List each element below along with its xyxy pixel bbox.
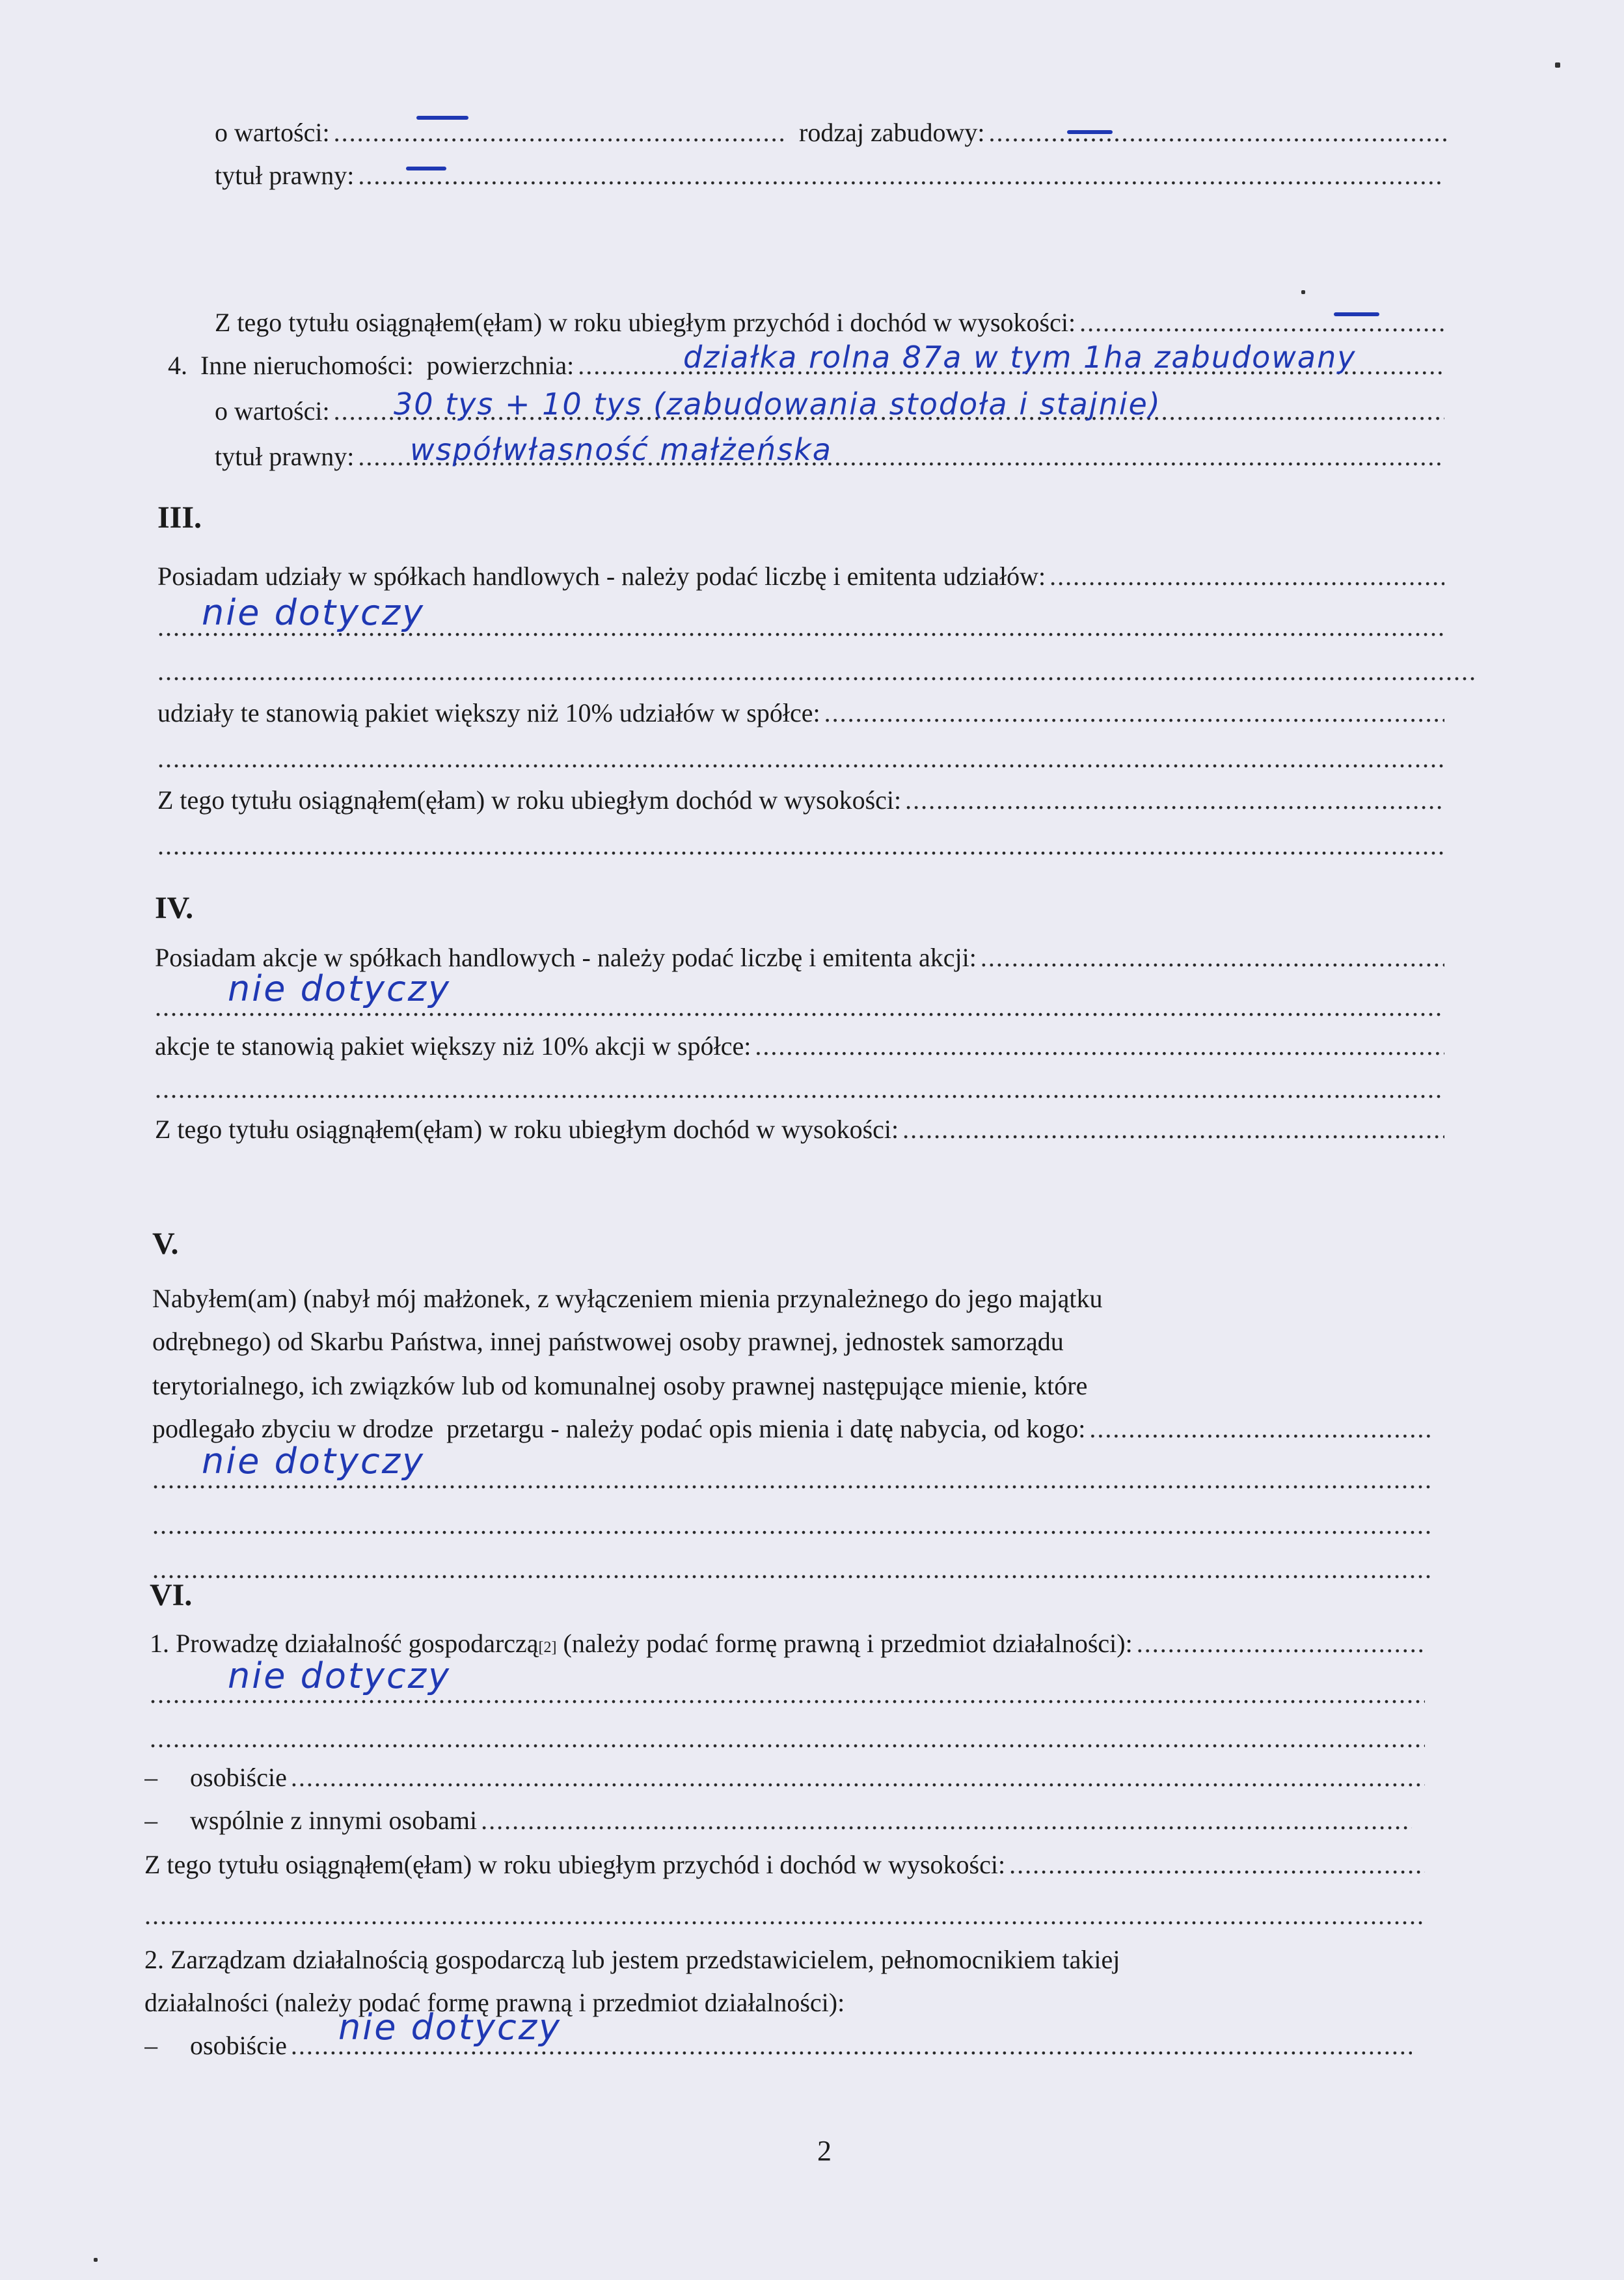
stocks-package-dots (155, 1076, 1444, 1102)
legal-title-label: tytuł prawny: (215, 161, 355, 190)
legal-title-handwritten-dash (406, 167, 446, 170)
shares-package-dots (157, 746, 1444, 772)
section-v-heading: V. (152, 1227, 179, 1261)
section-iv-heading: IV. (155, 891, 194, 925)
shares-dots-2 (157, 658, 1478, 685)
business-line: 1. Prowadzę działalność gospodarczą [2] (należy podać formę prawną i przedmiot działalności): ..... (150, 1627, 1425, 1661)
business-dots-2 (150, 1726, 1425, 1752)
scan-speck (1301, 290, 1305, 294)
management-personal-label: osobiście (190, 2031, 287, 2060)
shares-line (157, 560, 1444, 593)
scan-speck (1555, 62, 1560, 68)
management-personal-line (144, 2029, 1412, 2063)
management-text-1: 2. Zarządzam działalnością gospodarczą lub jestem przedstawicielem, pełnomocnikiem takiej (144, 1945, 1120, 1974)
scan-speck (94, 2258, 98, 2262)
stocks-handwriting: nie dotyczy (228, 968, 452, 1009)
business-personal-label: osobiście (190, 1763, 287, 1792)
stocks-package-line (155, 1029, 1444, 1063)
acquisition-dots-3 (152, 1556, 1431, 1582)
acquisition-text-4: podlegało zbyciu w drodze przetargu - należy podać opis mienia i datę nabycia, od kogo: (152, 1414, 1086, 1443)
shares-income-dots (157, 833, 1444, 859)
build-type-handwritten-dash (1067, 130, 1113, 134)
shares-income-label: Z tego tytułu osiągnąłem(ęłam) w roku ubiegłym dochód w wysokości: (157, 785, 902, 815)
business-joint-line (144, 1804, 1412, 1838)
other-value-label: o wartości: (215, 396, 330, 426)
stocks-package-label: akcje te stanowią pakiet większy niż 10% akcji w spółce: (155, 1031, 751, 1061)
shares-label: Posiadam udziały w spółkach handlowych - należy podać liczbę i emitenta udziałów: (157, 562, 1046, 591)
management-handwriting: nie dotyczy (338, 2007, 562, 2048)
acquisition-handwriting: nie dotyczy (202, 1441, 426, 1482)
business-income-dots (144, 1903, 1425, 1929)
business-income-line (144, 1848, 1425, 1882)
business-label: 1. Prowadzę działalność gospodarczą (150, 1629, 539, 1658)
acquisition-text-1: Nabyłem(am) (nabył mój małżonek, z wyłączeniem mienia przynależnego do jego majątku (152, 1284, 1103, 1313)
build-type-line (799, 116, 1450, 150)
section-vi-heading: VI. (150, 1578, 193, 1612)
other-title-label: tytuł prawny: (215, 442, 355, 471)
value-label: o wartości: (215, 118, 330, 147)
legal-title-line (215, 159, 1444, 193)
income-line (215, 306, 1444, 340)
shares-package-line (157, 696, 1444, 730)
dash: – (144, 2031, 157, 2060)
management-text-2: działalności (należy podać formę prawną i przedmiot działalności): (144, 1988, 845, 2017)
dash: – (144, 1763, 157, 1792)
stocks-income-label: Z tego tytułu osiągnąłem(ęłam) w roku ubiegłym dochód w wysokości: (155, 1115, 899, 1144)
stocks-income-line (155, 1113, 1444, 1147)
title-handwriting: współwłasność małżeńska (410, 432, 832, 467)
page-number: 2 (817, 2135, 832, 2167)
stocks-label: Posiadam akcje w spółkach handlowych - należy podać liczbę i emitenta akcji: (155, 943, 977, 972)
income-label: Z tego tytułu osiągnąłem(ęłam) w roku ubiegłym przychód i dochód w wysokości: (215, 308, 1076, 337)
shares-handwriting: nie dotyczy (202, 592, 426, 633)
acquisition-text-3: terytorialnego, ich związków lub od komunalnej osoby prawnej następujące mienie, które (152, 1371, 1088, 1400)
business-joint-label: wspólnie z innymi osobami (190, 1806, 478, 1835)
business-personal-line (144, 1761, 1425, 1795)
shares-income-line (157, 783, 1444, 817)
business-handwriting: nie dotyczy (228, 1655, 452, 1696)
income-handwritten-dash (1334, 312, 1379, 316)
business-income-label: Z tego tytułu osiągnąłem(ęłam) w roku ubiegłym przychód i dochód w wysokości: (144, 1850, 1006, 1879)
value-handwritten-dash (416, 116, 468, 120)
dash: – (144, 1806, 157, 1835)
value-handwriting: 30 tys + 10 tys (zabudowania stodoła i stajnie) (394, 387, 1161, 422)
other-property-label: 4. Inne nieruchomości: powierzchnia: (168, 351, 575, 380)
shares-package-label: udziały te stanowią pakiet większy niż 10% udziałów w spółce: (157, 698, 820, 727)
build-type-label: rodzaj zabudowy: (799, 118, 985, 147)
business-label-rest: (należy podać formę prawną i przedmiot działalności): (556, 1629, 1133, 1658)
acquisition-dots-2 (152, 1512, 1431, 1538)
section-iii-heading: III. (157, 500, 202, 535)
area-handwriting: działka rolna 87a w tym 1ha zabudowany (683, 340, 1357, 375)
value-line (215, 116, 787, 150)
acquisition-text-2: odrębnego) od Skarbu Państwa, innej państwowej osoby prawnej, jednostek samorządu (152, 1327, 1064, 1356)
